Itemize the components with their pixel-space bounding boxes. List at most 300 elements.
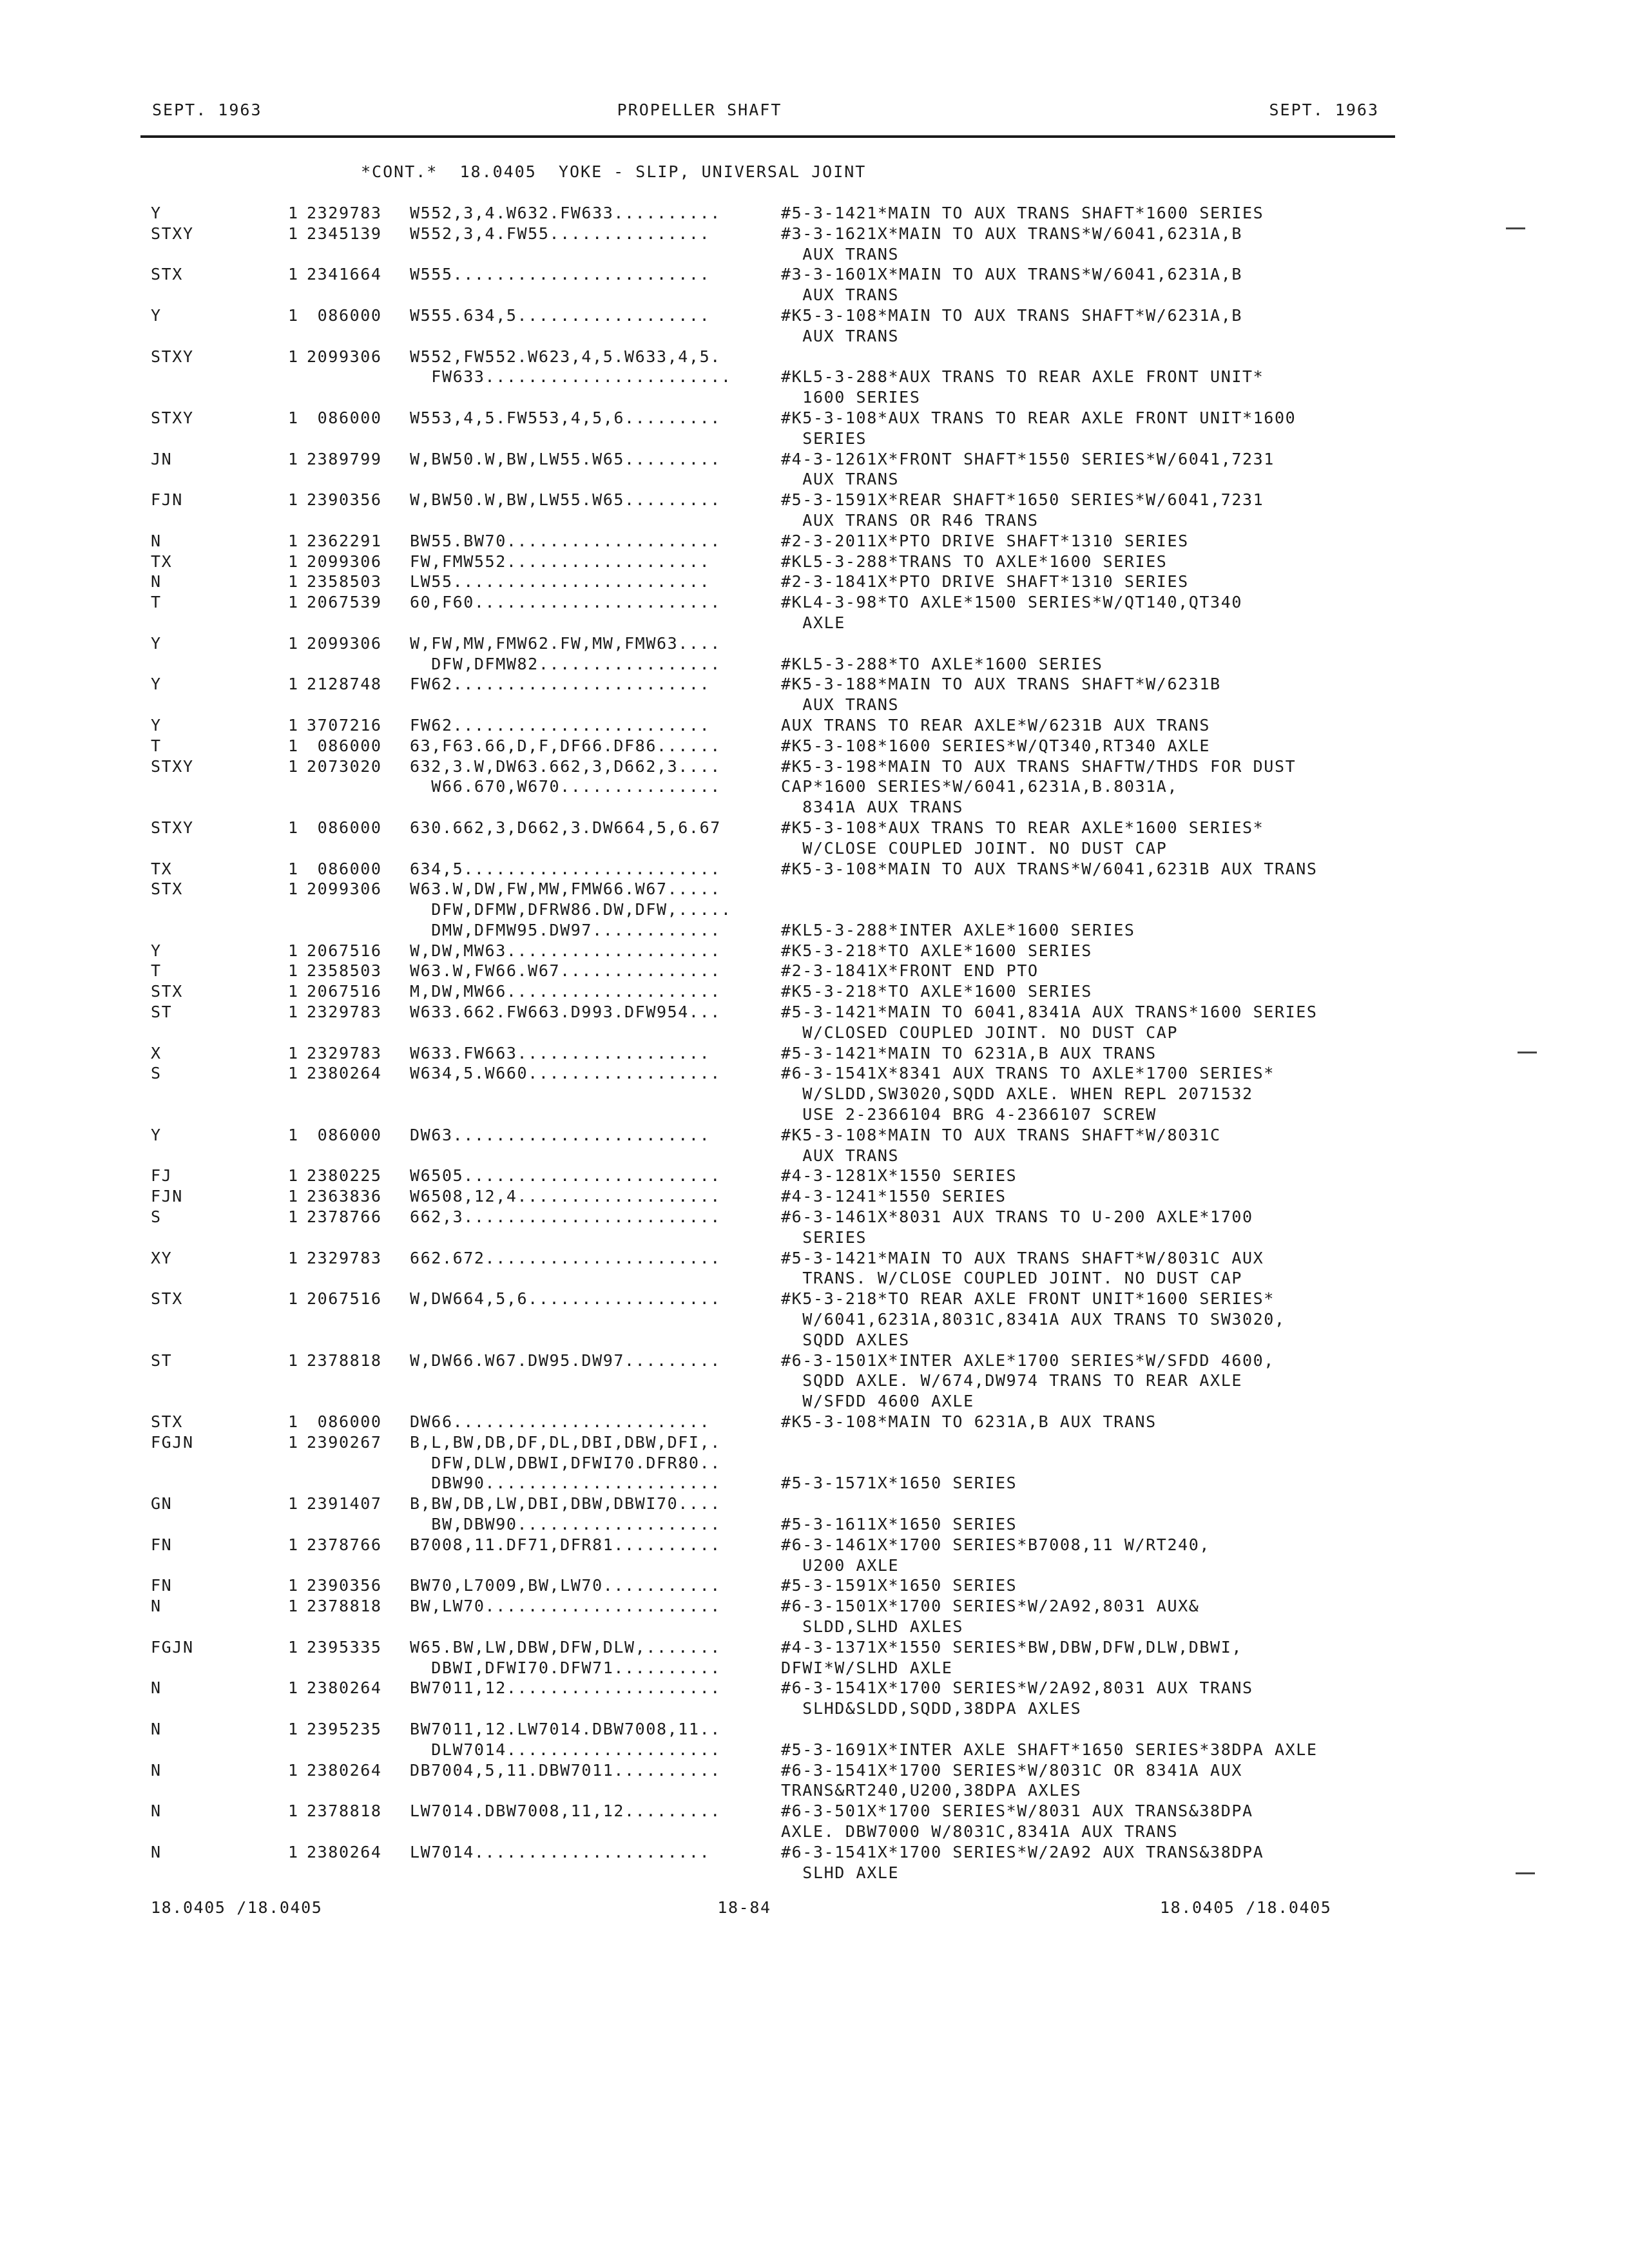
- application: DFW,DFMW82.................: [410, 654, 721, 673]
- quantity: 1: [288, 1494, 299, 1514]
- quantity: 1: [288, 1597, 299, 1616]
- remarks: #K5-3-108*AUX TRANS TO REAR AXLE*1600 SERIES*: [781, 818, 1264, 837]
- usage-code: N: [151, 572, 162, 591]
- table-row: [0, 961, 1629, 982]
- application: BW,LW70......................: [410, 1597, 721, 1616]
- usage-code: FGJN: [151, 1637, 194, 1657]
- table-row: [0, 736, 1629, 757]
- remarks: USE 2-2366104 BRG 4-2366107 SCREW: [781, 1105, 1157, 1124]
- application: DW66........................: [410, 1412, 711, 1432]
- table-row: [0, 265, 1629, 285]
- table-row: [0, 1678, 1629, 1699]
- table-row: [0, 204, 1629, 224]
- part-number: 086000: [307, 408, 382, 427]
- quantity: 1: [288, 1043, 299, 1062]
- table-row: [0, 1740, 1629, 1761]
- part-number: 2380225: [307, 1166, 382, 1186]
- application: W633.FW663..................: [410, 1043, 711, 1062]
- application: BW55.BW70....................: [410, 531, 721, 550]
- remarks: #K5-3-218*TO AXLE*1600 SERIES: [781, 941, 1092, 960]
- remarks: AUX TRANS OR R46 TRANS: [781, 510, 1039, 530]
- part-number: 2378818: [307, 1350, 382, 1370]
- table-row: [0, 1454, 1629, 1474]
- usage-code: STX: [151, 1412, 183, 1432]
- remarks: #6-3-1541X*8341 AUX TRANS TO AXLE*1700 SERIES*: [781, 1064, 1275, 1083]
- part-number: 2378766: [307, 1535, 382, 1554]
- table-row: [0, 429, 1629, 450]
- header-rule: [140, 135, 1395, 138]
- part-number: 2329783: [307, 1003, 382, 1022]
- part-number: 2067516: [307, 941, 382, 960]
- remarks: #K5-3-108*MAIN TO AUX TRANS SHAFT*W/6231A,B: [781, 305, 1243, 325]
- part-number: 2358503: [307, 961, 382, 981]
- table-row: [0, 1187, 1629, 1207]
- table-row: [0, 552, 1629, 573]
- remarks: W/CLOSED COUPLED JOINT. NO DUST CAP: [781, 1023, 1179, 1042]
- footer-page-number: 18-84: [717, 1898, 771, 1917]
- table-row: [0, 613, 1629, 634]
- application: B7008,11.DF71,DFR81..........: [410, 1535, 721, 1554]
- table-row: [0, 655, 1629, 675]
- usage-code: STXY: [151, 224, 194, 243]
- table-row: [0, 1207, 1629, 1228]
- usage-code: JN: [151, 449, 173, 468]
- quantity: 1: [288, 859, 299, 878]
- application: W,DW664,5,6..................: [410, 1289, 721, 1309]
- remarks: #K5-3-108*1600 SERIES*W/QT340,RT340 AXLE: [781, 736, 1211, 755]
- remarks: W/6041,6231A,8031C,8341A AUX TRANS TO SW3020,: [781, 1310, 1286, 1329]
- part-number: 3707216: [307, 715, 382, 735]
- remarks: #K5-3-108*AUX TRANS TO REAR AXLE FRONT UNIT*1600: [781, 408, 1296, 427]
- application: DBW90......................: [410, 1474, 721, 1493]
- usage-code: N: [151, 1802, 162, 1821]
- quantity: 1: [288, 552, 299, 571]
- remarks: #4-3-1241*1550 SERIES: [781, 1187, 1007, 1206]
- table-row: [0, 695, 1629, 716]
- table-row: [0, 860, 1629, 880]
- table-row: [0, 1638, 1629, 1658]
- usage-code: FGJN: [151, 1432, 194, 1452]
- quantity: 1: [288, 449, 299, 468]
- remarks: #6-3-1501X*1700 SERIES*W/2A92,8031 AUX&: [781, 1597, 1200, 1616]
- quantity: 1: [288, 572, 299, 591]
- table-row: [0, 757, 1629, 778]
- quantity: 1: [288, 1125, 299, 1144]
- part-number: 2380264: [307, 1678, 382, 1698]
- quantity: 1: [288, 982, 299, 1001]
- table-row: [0, 1535, 1629, 1556]
- part-number: 2329783: [307, 1248, 382, 1267]
- application: 662.672......................: [410, 1248, 721, 1267]
- footer-ref-left: 18.0405 /18.0405: [151, 1898, 323, 1917]
- remarks: #4-3-1281X*1550 SERIES: [781, 1166, 1017, 1186]
- table-row: [0, 1412, 1629, 1433]
- part-number: 2378818: [307, 1802, 382, 1821]
- remarks: AUX TRANS: [781, 285, 900, 305]
- part-number: 2389799: [307, 449, 382, 468]
- remarks: #KL5-3-288*INTER AXLE*1600 SERIES: [781, 920, 1135, 939]
- application: 63,F63.66,D,F,DF66.DF86......: [410, 736, 721, 755]
- usage-code: ST: [151, 1350, 173, 1370]
- table-row: [0, 1371, 1629, 1392]
- table-row: [0, 224, 1629, 245]
- part-number: 086000: [307, 305, 382, 325]
- part-number: 2345139: [307, 224, 382, 243]
- remarks: SERIES: [781, 428, 867, 448]
- quantity: 1: [288, 1207, 299, 1227]
- part-number: 2391407: [307, 1494, 382, 1514]
- usage-code: ST: [151, 1003, 173, 1022]
- table-row: [0, 532, 1629, 552]
- remarks: #5-3-1421*MAIN TO AUX TRANS SHAFT*W/8031C AUX: [781, 1248, 1264, 1267]
- table-row: [0, 634, 1629, 655]
- table-row: [0, 1556, 1629, 1577]
- table-row: [0, 1269, 1629, 1289]
- table-row: [0, 675, 1629, 695]
- usage-code: TX: [151, 552, 173, 571]
- remarks: AUX TRANS: [781, 326, 900, 345]
- application: W634,5.W660..................: [410, 1064, 721, 1083]
- quantity: 1: [288, 1678, 299, 1698]
- remarks: #KL5-3-288*AUX TRANS TO REAR AXLE FRONT UNIT*: [781, 367, 1264, 387]
- usage-code: Y: [151, 675, 162, 694]
- remarks: AUX TRANS: [781, 470, 900, 489]
- application: LW7014......................: [410, 1842, 711, 1861]
- quantity: 1: [288, 1842, 299, 1861]
- usage-code: XY: [151, 1248, 173, 1267]
- application: B,L,BW,DB,DF,DL,DBI,DBW,DFI,.: [410, 1432, 721, 1452]
- usage-code: FN: [151, 1535, 173, 1554]
- application: M,DW,MW66....................: [410, 982, 721, 1001]
- table-row: [0, 1433, 1629, 1454]
- quantity: 1: [288, 1187, 299, 1206]
- table-row: [0, 900, 1629, 921]
- table-row: [0, 777, 1629, 798]
- remarks: #K5-3-108*MAIN TO 6231A,B AUX TRANS: [781, 1412, 1157, 1432]
- remarks: SLHD&SLDD,SQDD,38DPA AXLES: [781, 1699, 1082, 1718]
- remarks: #4-3-1371X*1550 SERIES*BW,DBW,DFW,DLW,DBWI,: [781, 1637, 1243, 1657]
- quantity: 1: [288, 1637, 299, 1657]
- remarks: #5-3-1591X*REAR SHAFT*1650 SERIES*W/6041,7231: [781, 490, 1264, 510]
- application: 634,5........................: [410, 859, 721, 878]
- application: W555........................: [410, 265, 711, 284]
- part-number: 086000: [307, 1125, 382, 1144]
- table-row: [0, 327, 1629, 347]
- usage-code: X: [151, 1043, 162, 1062]
- table-row: [0, 1064, 1629, 1084]
- quantity: 1: [288, 265, 299, 284]
- part-number: 2378766: [307, 1207, 382, 1227]
- table-row: [0, 941, 1629, 962]
- part-number: 2099306: [307, 347, 382, 366]
- table-row: [0, 1863, 1629, 1884]
- quantity: 1: [288, 818, 299, 837]
- part-number: 2380264: [307, 1064, 382, 1083]
- usage-code: STXY: [151, 347, 194, 366]
- usage-code: STXY: [151, 818, 194, 837]
- usage-code: FJ: [151, 1166, 173, 1186]
- usage-code: FJN: [151, 1187, 183, 1206]
- quantity: 1: [288, 756, 299, 776]
- part-number: 2378818: [307, 1597, 382, 1616]
- application: W,BW50.W,BW,LW55.W65.........: [410, 490, 721, 510]
- quantity: 1: [288, 305, 299, 325]
- application: FW62........................: [410, 675, 711, 694]
- part-number: 2067516: [307, 1289, 382, 1309]
- table-row: [0, 879, 1629, 900]
- application: W552,3,4.W632.FW633..........: [410, 204, 721, 222]
- application: W552,FW552.W623,4,5.W633,4,5.: [410, 347, 721, 366]
- remarks: #5-3-1611X*1650 SERIES: [781, 1515, 1017, 1533]
- remarks: 8341A AUX TRANS: [781, 798, 964, 817]
- part-number: 086000: [307, 818, 382, 837]
- quantity: 1: [288, 1003, 299, 1022]
- margin-mark: [1506, 227, 1525, 229]
- quantity: 1: [288, 490, 299, 510]
- application: 632,3.W,DW63.662,3,D662,3....: [410, 756, 721, 776]
- application: W,DW66.W67.DW95.DW97.........: [410, 1350, 721, 1370]
- table-row: [0, 1044, 1629, 1064]
- remarks: #2-3-1841X*PTO DRIVE SHAFT*1310 SERIES: [781, 572, 1189, 591]
- remarks: AXLE: [781, 613, 845, 632]
- remarks: W/CLOSE COUPLED JOINT. NO DUST CAP: [781, 838, 1168, 858]
- application: W,BW50.W,BW,LW55.W65.........: [410, 449, 721, 468]
- application: W65.BW,LW,DBW,DFW,DLW,.......: [410, 1637, 721, 1657]
- remarks: #6-3-1541X*1700 SERIES*W/8031C OR 8341A AUX: [781, 1760, 1243, 1780]
- remarks: SERIES: [781, 1227, 867, 1247]
- quantity: 1: [288, 1064, 299, 1083]
- application: DFW,DFMW,DFRW86.DW,DFW,.....: [410, 900, 732, 919]
- part-number: 2390267: [307, 1432, 382, 1452]
- table-row: [0, 1843, 1629, 1863]
- application: W6505........................: [410, 1166, 721, 1186]
- remarks: AUX TRANS: [781, 244, 900, 264]
- remarks: #3-3-1601X*MAIN TO AUX TRANS*W/6041,6231A,B: [781, 265, 1243, 284]
- usage-code: S: [151, 1064, 162, 1083]
- quantity: 1: [288, 224, 299, 243]
- remarks: #K5-3-108*MAIN TO AUX TRANS*W/6041,6231B AUX TRANS: [781, 859, 1318, 878]
- margin-mark: [1518, 1052, 1537, 1053]
- quantity: 1: [288, 1802, 299, 1821]
- table-row: [0, 1105, 1629, 1126]
- table-row: [0, 408, 1629, 429]
- part-number: 2395235: [307, 1719, 382, 1738]
- quantity: 1: [288, 1719, 299, 1738]
- usage-code: Y: [151, 1125, 162, 1144]
- remarks: SLDD,SLHD AXLES: [781, 1617, 964, 1636]
- remarks: #6-3-1541X*1700 SERIES*W/2A92,8031 AUX TRANS: [781, 1678, 1253, 1698]
- remarks: #KL5-3-288*TRANS TO AXLE*1600 SERIES: [781, 552, 1168, 571]
- quantity: 1: [288, 879, 299, 899]
- remarks: #5-3-1421*MAIN TO 6041,8341A AUX TRANS*1600 SERIES: [781, 1003, 1318, 1022]
- table-row: [0, 490, 1629, 511]
- table-row: [0, 1761, 1629, 1782]
- usage-code: STX: [151, 879, 183, 899]
- usage-code: T: [151, 593, 162, 612]
- application: LW55........................: [410, 572, 711, 591]
- quantity: 1: [288, 736, 299, 755]
- remarks: SQDD AXLES: [781, 1330, 910, 1349]
- table-row: [0, 1781, 1629, 1802]
- table-row: [0, 306, 1629, 327]
- usage-code: N: [151, 1719, 162, 1738]
- remarks: #6-3-501X*1700 SERIES*W/8031 AUX TRANS&38DPA: [781, 1802, 1253, 1821]
- table-row: [0, 1310, 1629, 1331]
- usage-code: FN: [151, 1576, 173, 1595]
- quantity: 1: [288, 347, 299, 366]
- remarks: #KL4-3-98*TO AXLE*1500 SERIES*W/QT140,QT340: [781, 593, 1243, 612]
- usage-code: STX: [151, 982, 183, 1001]
- quantity: 1: [288, 941, 299, 960]
- usage-code: STXY: [151, 408, 194, 427]
- application: 630.662,3,D662,3.DW664,5,6.67: [410, 818, 721, 837]
- application: FW62........................: [410, 715, 711, 735]
- quantity: 1: [288, 961, 299, 981]
- usage-code: N: [151, 531, 162, 550]
- quantity: 1: [288, 1576, 299, 1595]
- usage-code: Y: [151, 941, 162, 960]
- application: BW,DBW90...................: [410, 1515, 721, 1533]
- table-row: [0, 347, 1629, 368]
- table-row: [0, 285, 1629, 306]
- table-row: [0, 1146, 1629, 1167]
- remarks: #6-3-1501X*INTER AXLE*1700 SERIES*W/SFDD 4600,: [781, 1350, 1275, 1370]
- application: W,DW,MW63....................: [410, 941, 721, 960]
- table-row: [0, 388, 1629, 408]
- table-row: [0, 367, 1629, 388]
- table-row: [0, 1166, 1629, 1187]
- application: BW70,L7009,BW,LW70...........: [410, 1576, 721, 1595]
- table-row: [0, 1617, 1629, 1638]
- application: BW7011,12.LW7014.DBW7008,11..: [410, 1719, 721, 1738]
- remarks: #5-3-1691X*INTER AXLE SHAFT*1650 SERIES*38DPA AXLE: [781, 1740, 1318, 1759]
- part-number: 2380264: [307, 1842, 382, 1861]
- table-row: [0, 593, 1629, 613]
- application: DMW,DFMW95.DW97............: [410, 920, 721, 939]
- table-row: [0, 470, 1629, 490]
- quantity: 1: [288, 1248, 299, 1267]
- quantity: 1: [288, 531, 299, 550]
- remarks: #K5-3-218*TO AXLE*1600 SERIES: [781, 982, 1092, 1001]
- remarks: #K5-3-198*MAIN TO AUX TRANS SHAFTW/THDS FOR DUST: [781, 756, 1296, 776]
- part-number: 2329783: [307, 204, 382, 222]
- table-row: [0, 839, 1629, 860]
- quantity: 1: [288, 1535, 299, 1554]
- remarks: #K5-3-218*TO REAR AXLE FRONT UNIT*1600 SERIES*: [781, 1289, 1275, 1309]
- table-row: [0, 1720, 1629, 1740]
- remarks: U200 AXLE: [781, 1555, 900, 1575]
- remarks: AUX TRANS TO REAR AXLE*W/6231B AUX TRANS: [781, 715, 1211, 735]
- table-row: [0, 1228, 1629, 1249]
- remarks: AXLE. DBW7000 W/8031C,8341A AUX TRANS: [781, 1821, 1179, 1841]
- remarks: #6-3-1541X*1700 SERIES*W/2A92 AUX TRANS&38DPA: [781, 1842, 1264, 1861]
- table-row: [0, 798, 1629, 818]
- remarks: AUX TRANS: [781, 1146, 900, 1165]
- application: B,BW,DB,LW,DBI,DBW,DBWI70....: [410, 1494, 721, 1514]
- remarks: #K5-3-108*MAIN TO AUX TRANS SHAFT*W/8031C: [781, 1125, 1221, 1144]
- quantity: 1: [288, 715, 299, 735]
- table-row: [0, 1023, 1629, 1044]
- table-row: [0, 1515, 1629, 1535]
- table-row: [0, 1351, 1629, 1372]
- part-number: 086000: [307, 1412, 382, 1432]
- table-row: [0, 1084, 1629, 1105]
- quantity: 1: [288, 675, 299, 694]
- table-row: [0, 1249, 1629, 1269]
- table-row: [0, 1126, 1629, 1146]
- application: DLW7014....................: [410, 1740, 721, 1759]
- table-row: [0, 450, 1629, 470]
- quantity: 1: [288, 633, 299, 653]
- application: W555.634,5..................: [410, 305, 711, 325]
- table-row: [0, 1576, 1629, 1597]
- application: W66.670,W670...............: [410, 777, 721, 796]
- header-date-right: SEPT. 1963: [1269, 101, 1379, 119]
- application: W553,4,5.FW553,4,5,6.........: [410, 408, 721, 427]
- table-row: [0, 1392, 1629, 1412]
- usage-code: STX: [151, 265, 183, 284]
- part-number: 2067539: [307, 593, 382, 612]
- part-number: 2380264: [307, 1760, 382, 1780]
- part-number: 2099306: [307, 552, 382, 571]
- header-date-left: SEPT. 1963: [152, 101, 262, 119]
- application: W633.662.FW663.D993.DFW954...: [410, 1003, 721, 1022]
- part-number: 2341664: [307, 265, 382, 284]
- remarks: #5-3-1421*MAIN TO AUX TRANS SHAFT*1600 SERIES: [781, 204, 1264, 222]
- application: W6508,12,4...................: [410, 1187, 721, 1206]
- quantity: 1: [288, 204, 299, 222]
- usage-code: GN: [151, 1494, 173, 1514]
- part-number: 2067516: [307, 982, 382, 1001]
- part-number: 2390356: [307, 490, 382, 510]
- remarks: TRANS. W/CLOSE COUPLED JOINT. NO DUST CAP: [781, 1269, 1243, 1288]
- quantity: 1: [288, 408, 299, 427]
- usage-code: Y: [151, 305, 162, 325]
- part-number: 2363836: [307, 1187, 382, 1206]
- margin-mark: [1516, 1872, 1535, 1874]
- remarks: #5-3-1421*MAIN TO 6231A,B AUX TRANS: [781, 1043, 1157, 1062]
- table-row: [0, 1331, 1629, 1351]
- part-number: 2128748: [307, 675, 382, 694]
- usage-code: T: [151, 736, 162, 755]
- header-title: PROPELLER SHAFT: [617, 101, 782, 119]
- table-row: [0, 1289, 1629, 1310]
- remarks: #3-3-1621X*MAIN TO AUX TRANS*W/6041,6231A,B: [781, 224, 1243, 243]
- remarks: #KL5-3-288*TO AXLE*1600 SERIES: [781, 654, 1103, 673]
- application: DBWI,DFWI70.DFW71..........: [410, 1658, 721, 1677]
- application: W,FW,MW,FMW62.FW,MW,FMW63....: [410, 633, 721, 653]
- remarks: 1600 SERIES: [781, 388, 921, 407]
- usage-code: TX: [151, 859, 173, 878]
- remarks: TRANS&RT240,U200,38DPA AXLES: [781, 1781, 1082, 1800]
- part-number: 2390356: [307, 1576, 382, 1595]
- application: W63.W,DW,FW,MW,FMW66.W67.....: [410, 879, 721, 899]
- application: LW7014.DBW7008,11,12.........: [410, 1802, 721, 1821]
- remarks: AUX TRANS: [781, 695, 900, 715]
- remarks: #6-3-1461X*8031 AUX TRANS TO U-200 AXLE*1700: [781, 1207, 1253, 1227]
- usage-code: Y: [151, 204, 162, 222]
- part-number: 2099306: [307, 879, 382, 899]
- part-number: 086000: [307, 859, 382, 878]
- application: FW,FMW552...................: [410, 552, 711, 571]
- quantity: 1: [288, 1432, 299, 1452]
- part-number: 2358503: [307, 572, 382, 591]
- application: BW7011,12....................: [410, 1678, 721, 1698]
- parts-list: [0, 204, 1629, 1883]
- usage-code: N: [151, 1760, 162, 1780]
- remarks: #6-3-1461X*1700 SERIES*B7008,11 W/RT240,: [781, 1535, 1211, 1554]
- table-row: [0, 1822, 1629, 1843]
